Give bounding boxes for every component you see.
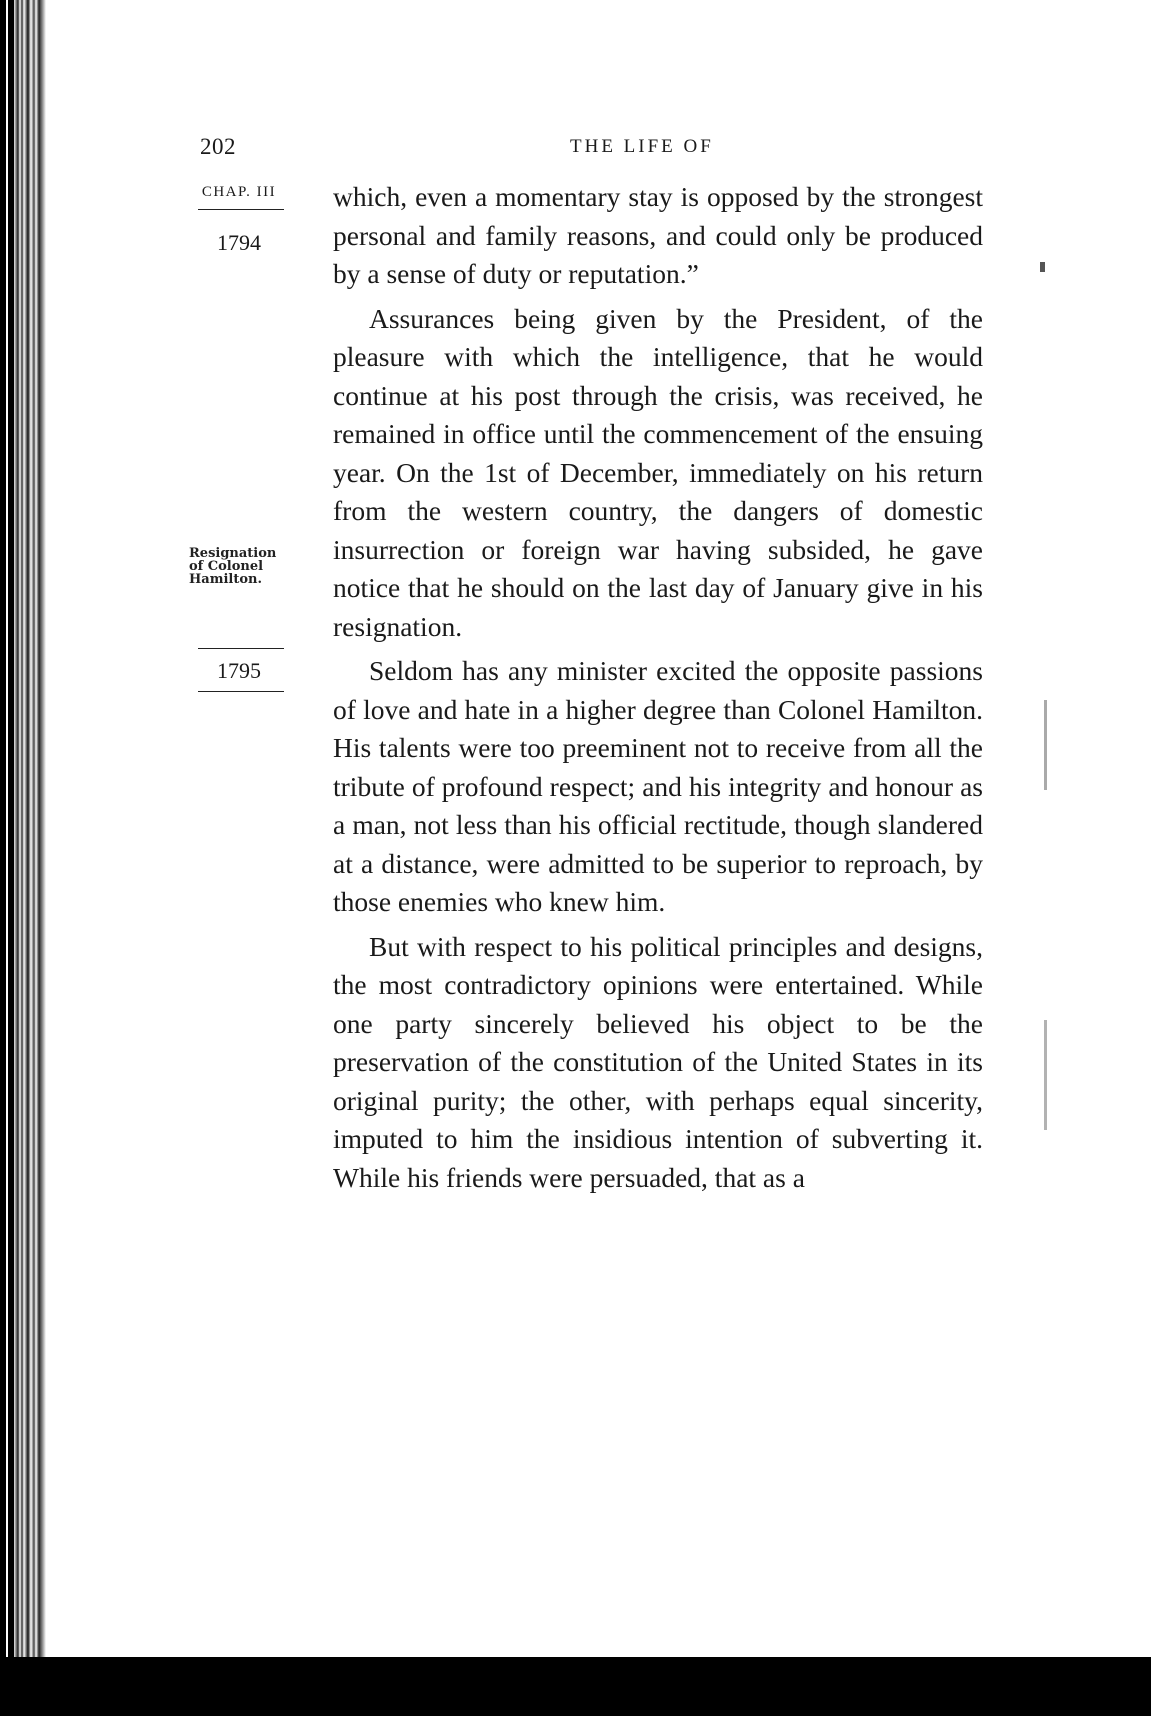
scan-bottom-edge <box>0 1657 1151 1716</box>
scan-speck <box>1040 262 1045 272</box>
paragraph: Seldom has any minister excited the opposite passions of love and hate in a higher degree than Colonel Hamilton. His talents were too preeminent not to receive from all the tribute of profound respect; and his integrity and honour as a man, not less than his official rectitude, though slandered at a distance, were admitted to be superior to reproach, by those enemies who knew him. <box>333 655 983 917</box>
margin-rule <box>198 648 284 649</box>
body-text <box>333 178 983 1197</box>
paragraph: But with respect to his political principles and designs, the most contradictory opinions were entertained. While one party sincerely believed his object to be the preservation of the constitution of the United States in its original purity; the other, with perhaps equal sincerity, imputed to him the insidious intention of subverting it. While his friends were persuaded, that as a <box>333 930 983 1193</box>
sidenote-line: of Colonel <box>189 559 264 574</box>
chapter-label: CHAP. III <box>201 184 277 200</box>
year-1794: 1794 <box>217 230 261 255</box>
paragraph: Assurances being given by the President, of the pleasure with which the intelligence, that he would continue at his post through the crisis, was received, he remained in office until the commencement of the ensuing year. On the 1st of December, immediately on his return from the western country, the dangers of domestic insurrection or foreign war having subsided, he gave notice that he should on the last day of January give in his resignation. <box>333 302 983 642</box>
sidenote-line: Resignation <box>189 546 277 561</box>
scan-speck <box>1044 1020 1047 1130</box>
sidenote-line: Hamilton. <box>189 572 262 587</box>
book-spine-shadow <box>0 0 46 1716</box>
sidenote-resignation <box>189 547 289 586</box>
margin-rule <box>198 691 284 692</box>
running-head <box>200 134 980 164</box>
paragraph: which, even a momentary stay is opposed by the strongest personal and family reasons, and could only be produced by a sense of duty or reputation.” <box>333 181 983 289</box>
scan-speck <box>1044 700 1047 790</box>
running-title: THE LIFE OF <box>570 136 714 157</box>
margin-rule <box>198 209 284 210</box>
year-1795: 1795 <box>217 658 261 683</box>
page-number: 202 <box>200 134 236 159</box>
